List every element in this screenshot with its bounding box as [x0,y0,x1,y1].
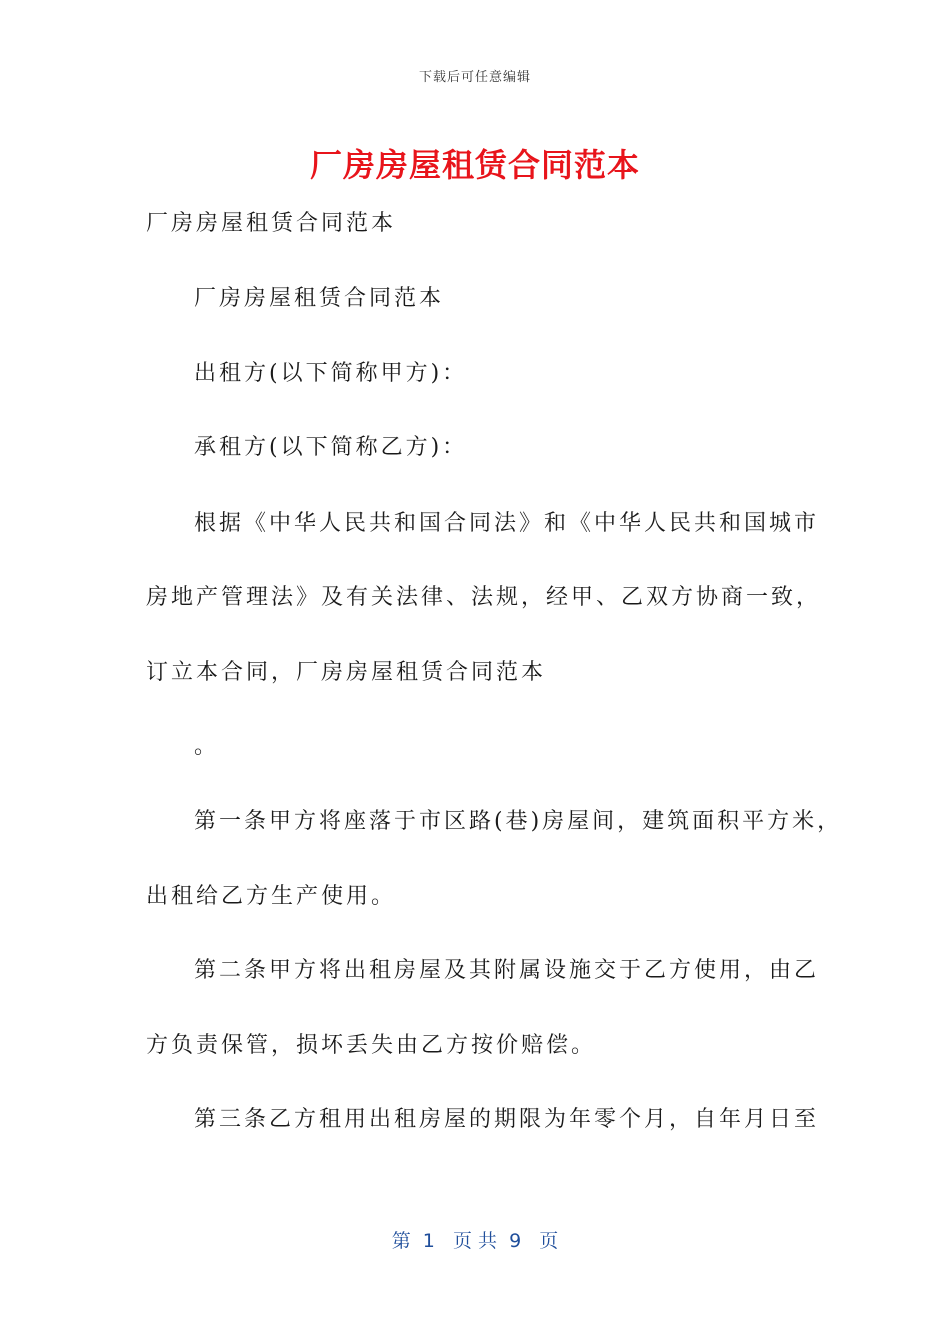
body-line-article-3a: 第三条乙方租用出租房屋的期限为年零个月，自年月日至 [194,1107,820,1132]
body-line-preamble-2: 房地产管理法》及有关法律、法规，经甲、乙双方协商一致， [146,585,822,610]
page-number-footer: 第 1 页 共 9 页 [391,1230,559,1252]
body-line-article-2b: 方负责保管，损坏丢失由乙方按价赔偿。 [146,1033,597,1058]
document-title: 厂房房屋租赁合同范本 [309,146,640,184]
body-line-lessee: 承租方(以下简称乙方)： [194,435,468,460]
body-line-article-1a: 第一条甲方将座落于市区路(巷)房屋间，建筑面积平方米， [194,809,843,834]
body-line-subtitle: 厂房房屋租赁合同范本 [146,211,397,236]
body-line-preamble-3: 订立本合同，厂房房屋租赁合同范本 [146,660,547,685]
body-line-article-2a: 第二条甲方将出租房屋及其附属设施交于乙方使用，由乙 [194,958,820,983]
body-line-heading: 厂房房屋租赁合同范本 [194,286,445,311]
body-line-lessor: 出租方(以下简称甲方)： [194,361,468,386]
body-line-article-1b: 出租给乙方生产使用。 [146,884,397,909]
body-line-period: 。 [194,734,220,759]
header-note: 下载后可任意编辑 [418,70,531,85]
body-line-preamble-1: 根据《中华人民共和国合同法》和《中华人民共和国城市 [194,511,820,536]
